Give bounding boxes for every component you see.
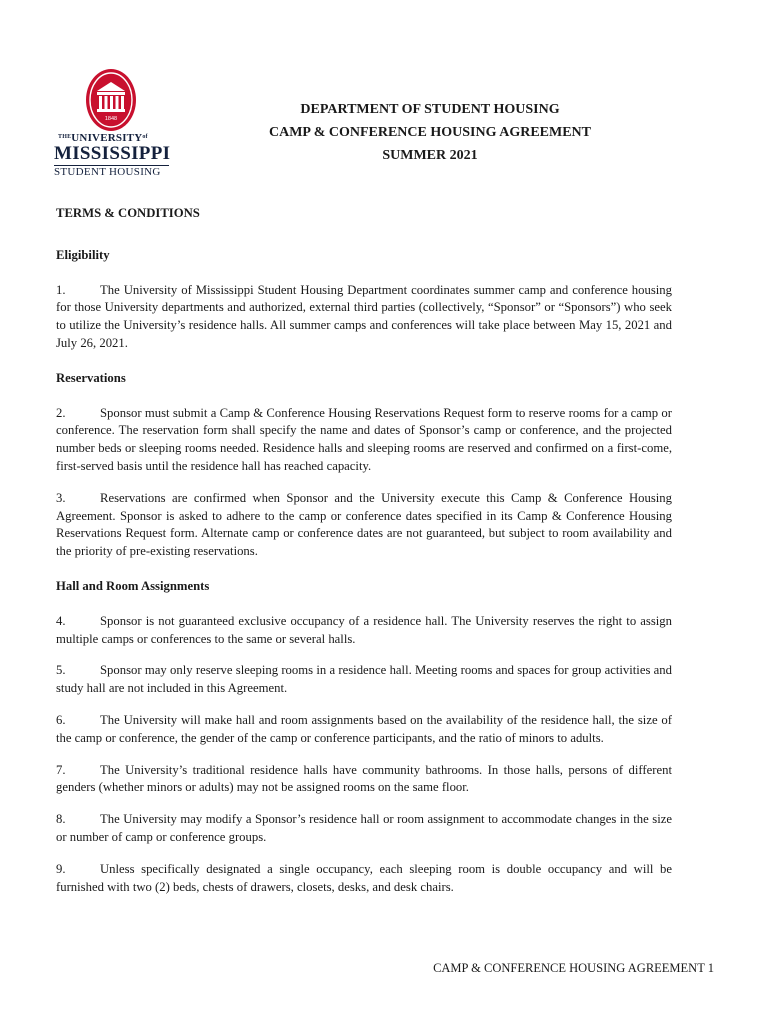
wordmark-student-housing: STUDENT HOUSING — [54, 166, 161, 178]
section-heading-reservations: Reservations — [56, 370, 126, 385]
wordmark-university: $^{THE}UNIVERSITY^{of}$ — [58, 132, 148, 144]
clause-7: 7. The University’s traditional residence halls have community bathrooms. In those halls, persons of different genders (whether minors or adults) may not be assigned rooms on the same floor. — [56, 762, 672, 795]
wordmark-mississippi: MISSISSIPPI — [54, 143, 171, 164]
section-heading-eligibility: Eligibility — [56, 247, 110, 262]
document-body — [56, 205, 672, 896]
section-heading-assignments: Hall and Room Assignments — [56, 578, 210, 593]
terms-heading: TERMS & CONDITIONS — [56, 206, 200, 220]
clause-1: 1. The University of Mississippi Student Housing Department coordinates summer camp and conference housing for those University departments and authorized, external third parties (collectively, “Sponsor” or “Sponsors”) who seek to utilize the University’s residence halls. All summer camps and conferences will take place between May 15, 2021 and July 26, 2021. — [56, 282, 672, 350]
clause-8: 8. The University may modify a Sponsor’s residence hall or room assignment to accommodate changes in the size or number of camp or conference groups. — [56, 812, 672, 844]
clause-2: 2. Sponsor must submit a Camp & Conference Housing Reservations Request form to reserve rooms for a camp or conference. The reservation form shall specify the name and dates of Sponsor’s camp or conference, and the projected number beds or sleeping rooms needed. Residence halls and sleeping rooms are reserved and confirmed on a first-come, first-served basis until the residence hall has reached capacity. — [56, 405, 672, 473]
seal-year: 1848 — [104, 116, 118, 122]
clause-4: 4. Sponsor is not guaranteed exclusive occupancy of a residence hall. The University reserves the right to assign multiple camps or conferences to the same or several halls. — [56, 613, 672, 646]
document-title — [180, 98, 680, 167]
clause-5: 5. Sponsor may only reserve sleeping rooms in a residence hall. Meeting rooms and spaces for group activities and study hall are not included in this Agreement. — [56, 663, 672, 696]
title-line-department: DEPARTMENT OF STUDENT HOUSING — [300, 102, 560, 117]
title-line-agreement: CAMP & CONFERENCE HOUSING AGREEMENT — [268, 125, 592, 140]
clause-3: 3. Reservations are confirmed when Sponsor and the University execute this Camp & Conference Housing Agreement. Sponsor is asked to adhere to the camp or conference dates specified in its Camp & Conference Housing Reservations Request form. Alternate camp or conference dates are not guaranteed, but subject to room availability and the priority of pre-existing reservations. — [56, 490, 672, 559]
clause-6: 6. The University will make hall and room assignments based on the availability of the residence hall, the size of the camp or conference, the gender of the camp or conference participants, and the ratio of minors to adults. — [56, 712, 672, 745]
clause-9: 9. Unless specifically designated a single occupancy, each sleeping room is double occupancy and will be furnished with two (2) beds, chests of drawers, closets, desks, and desk chairs. — [56, 861, 672, 894]
university-seal-icon — [85, 68, 137, 132]
title-line-season: SUMMER 2021 — [382, 148, 478, 163]
page-footer: CAMP & CONFERENCE HOUSING AGREEMENT 1 — [433, 961, 714, 975]
university-logo — [54, 68, 179, 180]
